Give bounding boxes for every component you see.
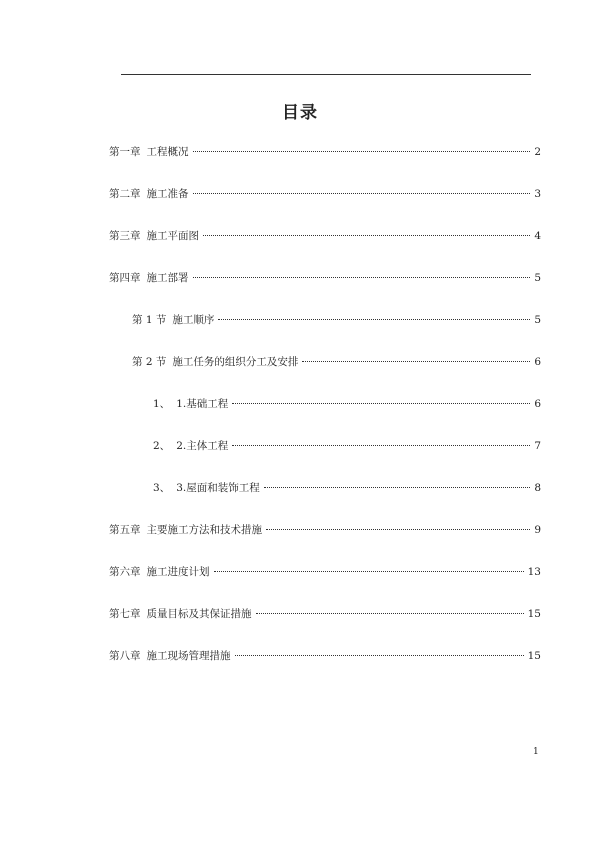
toc-leader-dots: [203, 235, 530, 236]
toc-entry-prefix: 第四章: [109, 272, 141, 284]
toc-leader-dots: [193, 151, 531, 152]
toc-entry-page: 6: [534, 398, 541, 410]
toc-entry-page: 8: [534, 482, 541, 494]
toc-entry-page: 2: [534, 146, 541, 158]
toc-entry-text: 施工顺序: [172, 314, 215, 326]
toc-entry-label: [109, 523, 262, 537]
toc-entry-prefix: 第二章: [109, 188, 141, 200]
toc-entry-text: 施工准备: [146, 188, 189, 200]
toc-entry-text: 3.屋面和装饰工程: [176, 482, 260, 494]
toc-entry-label: [109, 145, 189, 159]
toc-leader-dots: [218, 319, 530, 320]
page-number: 1: [533, 747, 539, 757]
toc-entry-prefix: 1、: [153, 398, 171, 410]
toc-entry-prefix: 第 1 节: [132, 314, 167, 326]
toc-entry-prefix: 第八章: [109, 650, 141, 662]
toc-entry-text: 施工平面图: [146, 230, 199, 242]
toc-entry-prefix: 第一章: [109, 146, 141, 158]
toc-entry-text: 施工进度计划: [146, 566, 210, 578]
page-title: 目录: [282, 103, 318, 123]
toc-leader-dots: [232, 403, 530, 404]
toc-entry-prefix: 第六章: [109, 566, 141, 578]
toc-entry-label: [109, 229, 199, 243]
toc-entry-page: 15: [527, 608, 541, 620]
toc-entry-text: 施工部署: [146, 272, 189, 284]
toc-entry-label: [153, 439, 228, 453]
toc-entry-page: 3: [534, 188, 541, 200]
toc-leader-dots: [232, 445, 530, 446]
toc-entry-label: [109, 607, 252, 621]
toc-entry-label: [132, 313, 214, 327]
toc-entry-chapter-6[interactable]: [109, 565, 541, 579]
toc-entry-section-1[interactable]: [132, 313, 541, 327]
toc-entry-chapter-8[interactable]: [109, 649, 541, 663]
toc-entry-item-1[interactable]: [153, 397, 541, 411]
toc-entry-chapter-4[interactable]: [109, 271, 541, 285]
toc-entry-text: 工程概况: [146, 146, 189, 158]
toc-entry-prefix: 第五章: [109, 524, 141, 536]
toc-entry-text: 质量目标及其保证措施: [146, 608, 252, 620]
toc-entry-text: 1.基础工程: [176, 398, 229, 410]
toc-entry-text: 2.主体工程: [176, 440, 229, 452]
toc-entry-page: 4: [534, 230, 541, 242]
toc-entry-label: [109, 271, 189, 285]
toc-leader-dots: [266, 529, 530, 530]
toc-leader-dots: [193, 193, 531, 194]
toc-entry-label: [109, 649, 231, 663]
toc-entry-prefix: 3、: [153, 482, 171, 494]
toc-entry-page: 13: [527, 566, 541, 578]
toc-entry-page: 7: [534, 440, 541, 452]
toc-entry-chapter-2[interactable]: [109, 187, 541, 201]
toc-entry-prefix: 第七章: [109, 608, 141, 620]
toc-entry-page: 15: [527, 650, 541, 662]
toc-entry-chapter-1[interactable]: [109, 145, 541, 159]
toc-leader-dots: [256, 613, 524, 614]
toc-entry-chapter-3[interactable]: [109, 229, 541, 243]
toc-entry-label: [153, 481, 260, 495]
toc-entry-chapter-7[interactable]: [109, 607, 541, 621]
toc-entry-page: 6: [534, 356, 541, 368]
toc-entry-section-2[interactable]: [132, 355, 541, 369]
toc-entry-item-2[interactable]: [153, 439, 541, 453]
toc-entry-prefix: 2、: [153, 440, 171, 452]
toc-entry-label: [132, 355, 298, 369]
toc-entry-text: 施工任务的组织分工及安排: [172, 356, 299, 368]
toc-leader-dots: [302, 361, 530, 362]
toc-leader-dots: [264, 487, 531, 488]
toc-entry-label: [153, 397, 228, 411]
toc-entry-prefix: 第 2 节: [132, 356, 167, 368]
toc-entry-chapter-5[interactable]: [109, 523, 541, 537]
toc-entry-page: 5: [534, 314, 541, 326]
toc-entry-item-3[interactable]: [153, 481, 541, 495]
toc-entry-text: 主要施工方法和技术措施: [146, 524, 262, 536]
toc-leader-dots: [235, 655, 524, 656]
toc-entry-text: 施工现场管理措施: [146, 650, 231, 662]
toc-entry-prefix: 第三章: [109, 230, 141, 242]
toc-leader-dots: [193, 277, 531, 278]
toc-entry-label: [109, 187, 189, 201]
toc-entry-page: 5: [534, 272, 541, 284]
toc-entry-label: [109, 565, 210, 579]
toc-entry-page: 9: [534, 524, 541, 536]
toc-leader-dots: [214, 571, 524, 572]
